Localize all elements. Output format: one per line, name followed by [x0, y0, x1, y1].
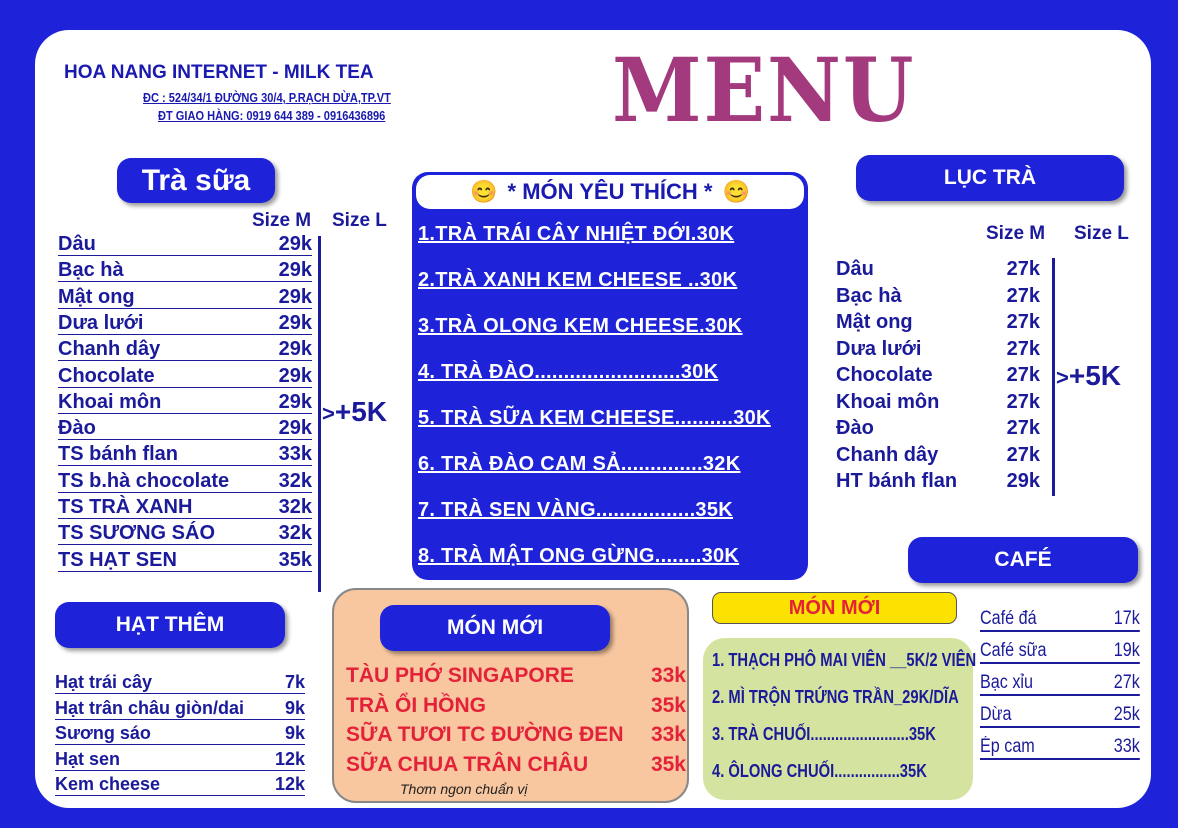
- slogan: Thơm ngon chuẩn vị: [400, 781, 528, 797]
- item-name: Hạt trái cây: [55, 672, 153, 692]
- menu-item: [58, 233, 312, 256]
- item-price: 29k: [278, 285, 312, 308]
- item-price: 9k: [284, 697, 305, 718]
- milk-tea-upsize: >+5K: [322, 396, 388, 427]
- menu-item: [836, 285, 1040, 307]
- menu-item: [58, 286, 312, 309]
- item-name: TÀU PHỚ SINGAPORE: [346, 664, 574, 687]
- item-price: 35k: [650, 693, 686, 717]
- new-items-heading: MÓN MỚI: [380, 605, 610, 651]
- item-price: 29k: [278, 259, 312, 282]
- item-name: Bạc xỉu: [980, 672, 1033, 693]
- menu-item: [836, 258, 1040, 280]
- item-name: Dừa: [980, 704, 1012, 725]
- item-price: 33k: [650, 664, 686, 687]
- menu-item: [836, 364, 1040, 386]
- favorite-item: 2.TRÀ XANH KEM CHEESE ..30K: [418, 269, 738, 291]
- item-price: 32k: [278, 522, 312, 545]
- favorite-item: 1.TRÀ TRÁI CÂY NHIỆT ĐỚI.30K: [418, 223, 735, 245]
- menu-item: [980, 608, 1140, 632]
- item-name: Dưa lưới: [836, 337, 922, 360]
- item-name: Mật ong: [58, 285, 135, 308]
- favorite-item: 7. TRÀ SEN VÀNG.................35K: [418, 499, 734, 521]
- bracket-line: [318, 236, 321, 592]
- item-name: Chocolate: [836, 364, 933, 386]
- menu-item: [58, 365, 312, 388]
- item-name: TS bánh flan: [58, 443, 178, 466]
- item-name: TRÀ ỔI HỒNG: [346, 693, 486, 717]
- menu-item: [58, 470, 312, 493]
- item-name: Dâu: [836, 258, 874, 280]
- item-price: 27k: [1006, 337, 1040, 360]
- item-name: Dâu: [58, 233, 96, 255]
- item-name: TS b.hà chocolate: [58, 469, 230, 492]
- menu-item: [58, 496, 312, 519]
- green-tea-heading: LỤC TRÀ: [856, 155, 1124, 201]
- favorite-item: 5. TRÀ SỮA KEM CHEESE..........30K: [418, 407, 771, 429]
- item-name: Kem cheese: [55, 774, 161, 794]
- item-name: Khoai môn: [836, 390, 940, 413]
- favorite-item: 4. TRÀ ĐÀO.........................30K: [418, 361, 719, 383]
- item-price: 32k: [278, 496, 312, 518]
- item-price: 35k: [278, 548, 312, 571]
- item-price: 29k: [278, 364, 312, 387]
- item-name: Ép cam: [980, 736, 1035, 757]
- item-price: 29k: [278, 338, 312, 361]
- item-price: 33k: [650, 723, 686, 746]
- item-price: 29k: [278, 390, 312, 413]
- menu-item: [836, 417, 1040, 439]
- shop-name: HOA NANG INTERNET - MILK TEA: [64, 62, 374, 83]
- menu-item: [55, 722, 305, 745]
- menu-item: [58, 522, 312, 545]
- milk-tea-heading: Trà sữa: [117, 158, 275, 203]
- favorite-item: 3.TRÀ OLONG KEM CHEESE.30K: [418, 315, 743, 337]
- item-price: 9k: [284, 723, 305, 743]
- item-price: 27k: [1006, 311, 1040, 333]
- item-name: Đào: [58, 417, 96, 440]
- address: ĐC : 524/34/1 ĐƯỜNG 30/4, P.RẠCH DỪA,TP.VT: [143, 90, 391, 105]
- menu-item: [58, 417, 312, 440]
- item-name: Bạc hà: [58, 259, 124, 282]
- item-name: Dưa lưới: [58, 311, 144, 334]
- toppings-heading: HẠT THÊM: [55, 602, 285, 648]
- favorite-item: 8. TRÀ MẬT ONG GỪNG........30K: [418, 545, 740, 567]
- item-name: Hạt trân châu giòn/dai: [55, 697, 245, 718]
- smiley-icon: 😊: [722, 179, 750, 204]
- item-name: Sương sáo: [55, 723, 151, 743]
- item-name: Chanh dây: [58, 338, 161, 361]
- item-price: 27k: [1006, 417, 1040, 439]
- item-price: 29k: [278, 311, 312, 334]
- item-price: 29k: [1006, 470, 1040, 492]
- menu-item: [346, 694, 686, 718]
- menu-title: MENU: [612, 38, 916, 142]
- menu-item: [836, 311, 1040, 333]
- item-price: 19k: [1113, 640, 1140, 661]
- menu-item: [980, 640, 1140, 664]
- menu-item: [346, 753, 686, 777]
- new-items-2-heading: MÓN MỚI: [712, 592, 957, 624]
- favorites-heading: 😊 * MÓN YÊU THÍCH * 😊: [416, 175, 804, 209]
- item-price: 27k: [1006, 284, 1040, 307]
- new-item-2: 1. THẠCH PHÔ MAI VIÊN __5K/2 VIÊN: [712, 650, 977, 670]
- phone: ĐT GIAO HÀNG: 0919 644 389 - 0916436896: [158, 108, 386, 123]
- item-price: 27k: [1006, 364, 1040, 386]
- item-name: TS HẠT SEN: [58, 548, 177, 571]
- item-name: Hạt sen: [55, 748, 121, 769]
- menu-item: [58, 338, 312, 361]
- item-price: 29k: [278, 417, 312, 440]
- menu-item: [346, 723, 686, 747]
- size-l-label: Size L: [332, 210, 387, 231]
- item-name: Khoai môn: [58, 390, 162, 413]
- new-item-2: 4. ÔLONG CHUỐI................35K: [712, 761, 927, 781]
- menu-item: [58, 549, 312, 572]
- smiley-icon: 😊: [470, 179, 498, 204]
- item-price: 27k: [1006, 443, 1040, 466]
- size-m-label: Size M: [252, 210, 312, 231]
- menu-item: [58, 443, 312, 466]
- item-price: 27k: [1113, 672, 1140, 693]
- item-price: 27k: [1006, 258, 1040, 280]
- item-name: Café sữa: [980, 640, 1047, 661]
- menu-item: [55, 697, 305, 720]
- menu-item: [55, 773, 305, 796]
- item-price: 35k: [650, 752, 686, 776]
- item-name: Bạc hà: [836, 284, 902, 307]
- item-name: TS SƯƠNG SÁO: [58, 522, 216, 545]
- menu-item: [58, 391, 312, 414]
- item-name: Mật ong: [836, 311, 913, 333]
- item-price: 12k: [274, 748, 305, 769]
- menu-item: [55, 671, 305, 694]
- favorite-item: 6. TRÀ ĐÀO CAM SẢ..............32K: [418, 453, 741, 475]
- item-name: HT bánh flan: [836, 470, 958, 492]
- menu-item: [836, 444, 1040, 466]
- cafe-heading: CAFÉ: [908, 537, 1138, 583]
- menu-item: [980, 736, 1140, 760]
- menu-item: [55, 748, 305, 771]
- item-name: Chanh dây: [836, 443, 939, 466]
- item-price: 17k: [1113, 608, 1140, 629]
- item-name: TS TRÀ XANH: [58, 496, 193, 518]
- item-price: 12k: [274, 774, 305, 794]
- item-name: Café đá: [980, 608, 1037, 629]
- item-price: 7k: [284, 672, 305, 692]
- size-l-label: Size L: [1074, 223, 1129, 244]
- item-name: Chocolate: [58, 364, 155, 387]
- item-name: SỮA TƯƠI TC ĐƯỜNG ĐEN: [346, 723, 624, 746]
- item-price: 29k: [278, 233, 312, 255]
- menu-item: [346, 664, 686, 688]
- item-price: 32k: [278, 469, 312, 492]
- item-price: 33k: [278, 443, 312, 466]
- menu-item: [58, 259, 312, 282]
- menu-item: [836, 391, 1040, 413]
- new-item-2: 3. TRÀ CHUỐI........................35K: [712, 724, 936, 744]
- item-name: SỮA CHUA TRÂN CHÂU: [346, 752, 589, 776]
- item-price: 33k: [1113, 736, 1140, 757]
- bracket-line: [1052, 258, 1055, 496]
- item-price: 27k: [1006, 390, 1040, 413]
- green-tea-upsize: >+5K: [1056, 360, 1122, 391]
- new-item-2: 2. MÌ TRỘN TRỨNG TRẦN_29K/DĨA: [712, 687, 959, 707]
- menu-item: [980, 704, 1140, 728]
- item-price: 25k: [1113, 704, 1140, 725]
- size-m-label: Size M: [986, 223, 1046, 244]
- menu-item: [836, 338, 1040, 360]
- menu-item: [58, 312, 312, 335]
- menu-item: [836, 470, 1040, 492]
- menu-item: [980, 672, 1140, 696]
- item-name: Đào: [836, 417, 874, 439]
